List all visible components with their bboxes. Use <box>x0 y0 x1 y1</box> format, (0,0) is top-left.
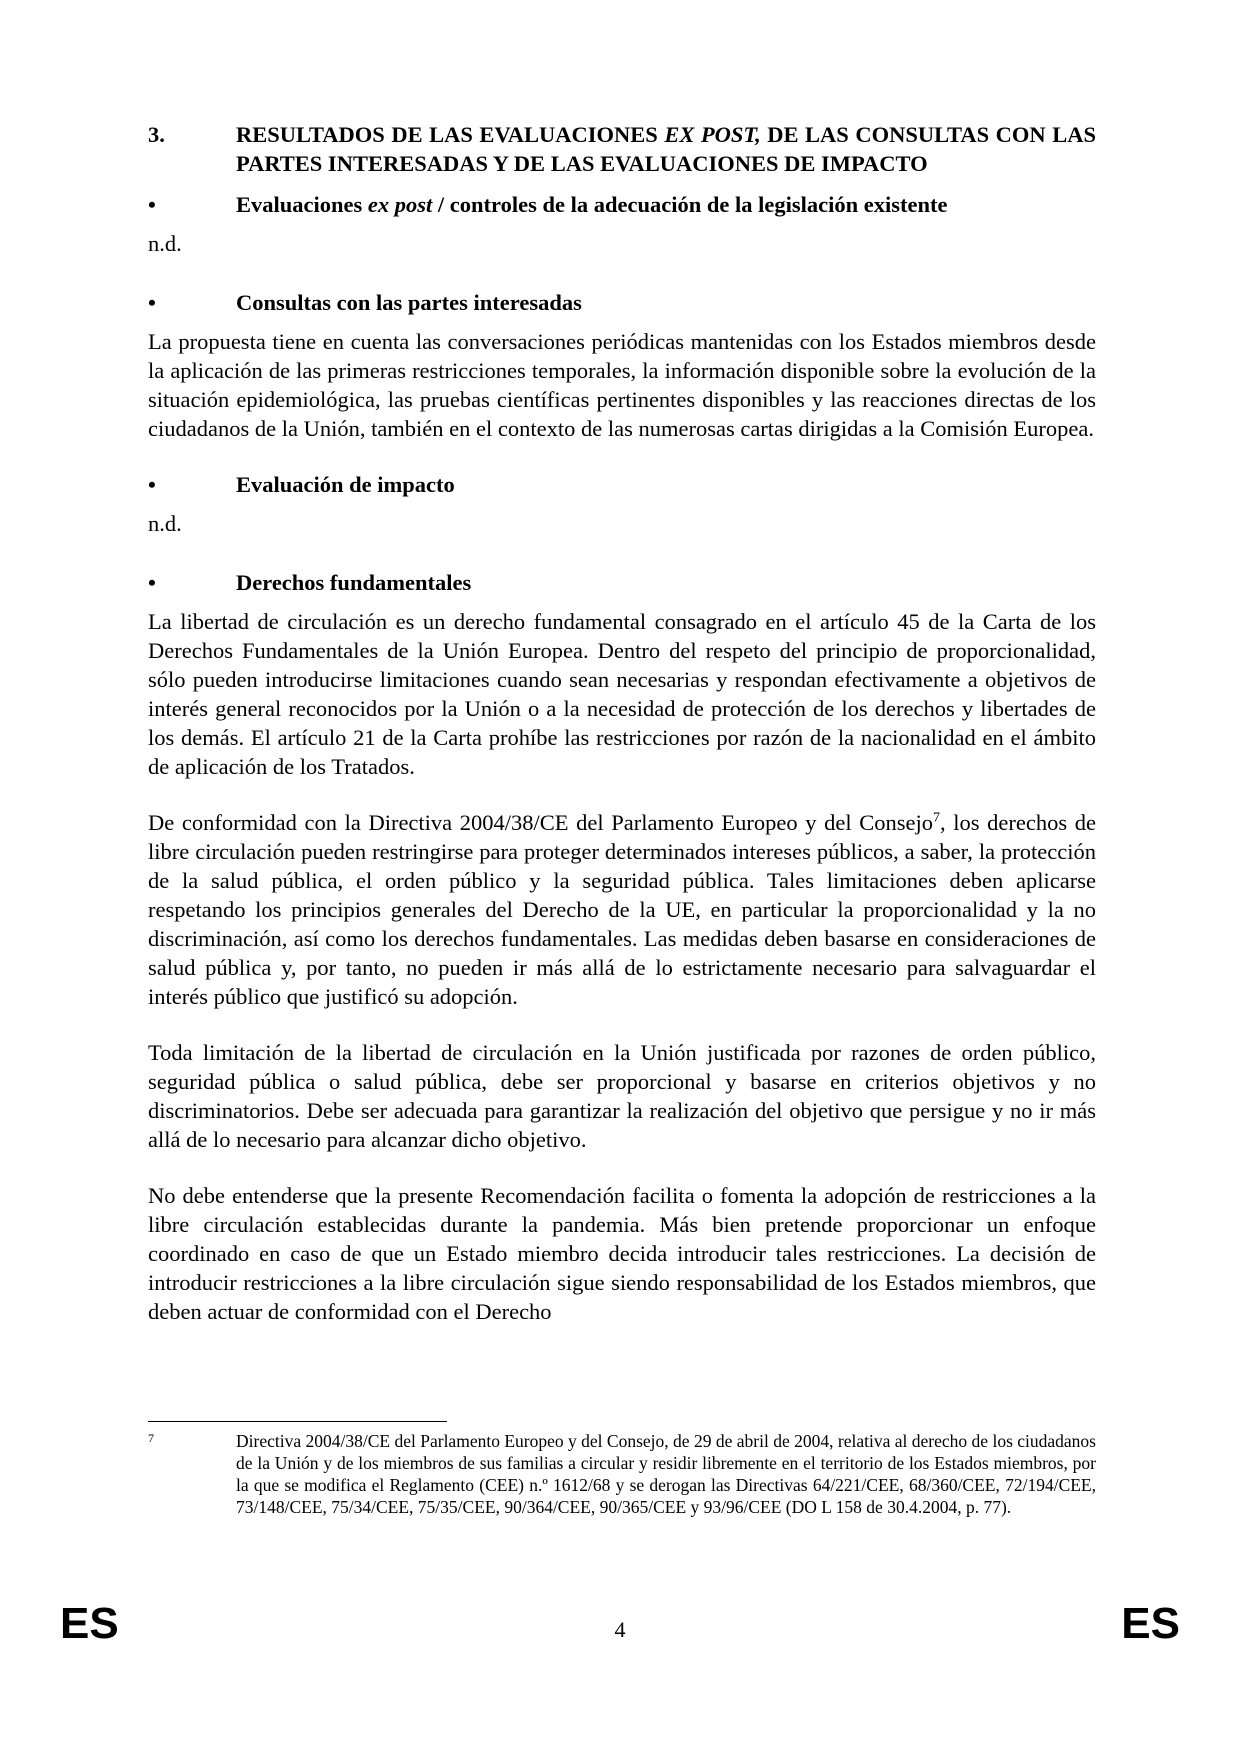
consultas-body: La propuesta tiene en cuenta las conversaciones periódicas mantenidas con los Estados miembros desde la aplicación de las primeras restricciones temporales, la información disponible sobre la evolución de la situación epidemiológica, las pruebas científicas pertinentes disponibles y las reacciones directas de los ciudadanos de la Unión, también en el contexto de las numerosas cartas dirigidas a la Comisión Europea. <box>148 329 1096 441</box>
subheading-expost: • Evaluaciones ex post / controles de la adecuación de la legislación existente <box>148 192 948 217</box>
subheading-impacto: • Evaluación de impacto <box>148 472 455 497</box>
footnote-number: 7 <box>148 1431 154 1445</box>
impacto-body: n.d. <box>148 511 182 536</box>
expost-body: n.d. <box>148 231 182 256</box>
derechos-paragraph-2: De conformidad con la Directiva 2004/38/CE del Parlamento Europeo y del Consejo$^7$, los derechos de libre circulación pueden restringirse para proteger determinados intereses públicos, a saber, la protección de la salud pública, el orden público y la seguridad pública. Tales limitaciones deben aplicarse respetando los principios generales del Derecho de la UE, en particular la proporcionalidad y la no discriminación, así como los derechos fundamentales. Las medidas deben basarse en consideraciones de salud pública y, por tanto, no pueden ir más allá de lo estrictamente necesario para salvaguardar el interés público que justificó su adopción. <box>148 810 1096 1009</box>
derechos-paragraph-3: Toda limitación de la libertad de circulación en la Unión justificada por razones de orden público, seguridad pública o salud pública, debe ser proporcional y basarse en criterios objetivos y no discriminatorios. Debe ser adecuada para garantizar la realización del objetivo que persigue y no ir más allá de lo necesario para alcanzar dicho objetivo. <box>148 1040 1096 1152</box>
derechos-paragraph-4: No debe entenderse que la presente Recomendación facilita o fomenta la adopción de restricciones a la libre circulación establecidas durante la pandemia. Más bien pretende proporcionar un enfoque coordinado en caso de que un Estado miembro decida introducir tales restricciones. La decisión de introducir restricciones a la libre circulación sigue siendo responsabilidad de los Estados miembros, que deben actuar de conformidad con el Derecho <box>148 1183 1096 1324</box>
bullet-icon: • <box>148 472 156 497</box>
section-number: 3. <box>148 122 165 147</box>
language-code-left: ES <box>60 1599 119 1648</box>
section-title: RESULTADOS DE LAS EVALUACIONES EX POST, DE LAS CONSULTAS CON LAS PARTES INTERESADAS Y DE LAS EVALUACIONES DE IMPACTO <box>236 122 1096 176</box>
footnote-reference[interactable]: 7 <box>933 810 941 826</box>
derechos-paragraph-1: La libertad de circulación es un derecho fundamental consagrado en el artículo 45 de la Carta de los Derechos Fundamentales de la Unión Europea. Dentro del respeto del principio de proporcionalidad, sólo pueden introducirse limitaciones cuando sean necesarias y respondan efectivamente a objetivos de interés general reconocidos por la Unión o a la necesidad de protección de los derechos y libertades de los demás. El artículo 21 de la Carta prohíbe las restricciones por razón de la nacionalidad en el ámbito de aplicación de los Tratados. <box>148 609 1096 779</box>
footnote-divider <box>148 1421 447 1422</box>
footnote <box>148 1430 1096 1518</box>
section-heading <box>148 120 1096 178</box>
subheading-derechos: • Derechos fundamentales <box>148 570 472 595</box>
footnote-text: Directiva 2004/38/CE del Parlamento Europeo y del Consejo, de 29 de abril de 2004, relativa al derecho de los ciudadanos de la Unión y de los miembros de sus familias a circular y residir libremente en el territorio de los Estados miembros, por la que se modifica el Reglamento (CEE) n.º 1612/68 y se derogan las Directivas 64/221/CEE, 68/360/CEE, 72/194/CEE, 73/148/CEE, 75/34/CEE, 75/35/CEE, 90/364/CEE, 90/365/CEE y 93/96/CEE (DO L 158 de 30.4.2004, p. 77). <box>236 1431 1096 1517</box>
page-number: 4 <box>614 1617 626 1642</box>
language-code-right: ES <box>1121 1599 1180 1648</box>
bullet-icon: • <box>148 290 156 315</box>
subheading-consultas: • Consultas con las partes interesadas <box>148 290 582 315</box>
bullet-icon: • <box>148 570 156 595</box>
bullet-icon: • <box>148 192 156 217</box>
page-content <box>148 120 1096 1353</box>
